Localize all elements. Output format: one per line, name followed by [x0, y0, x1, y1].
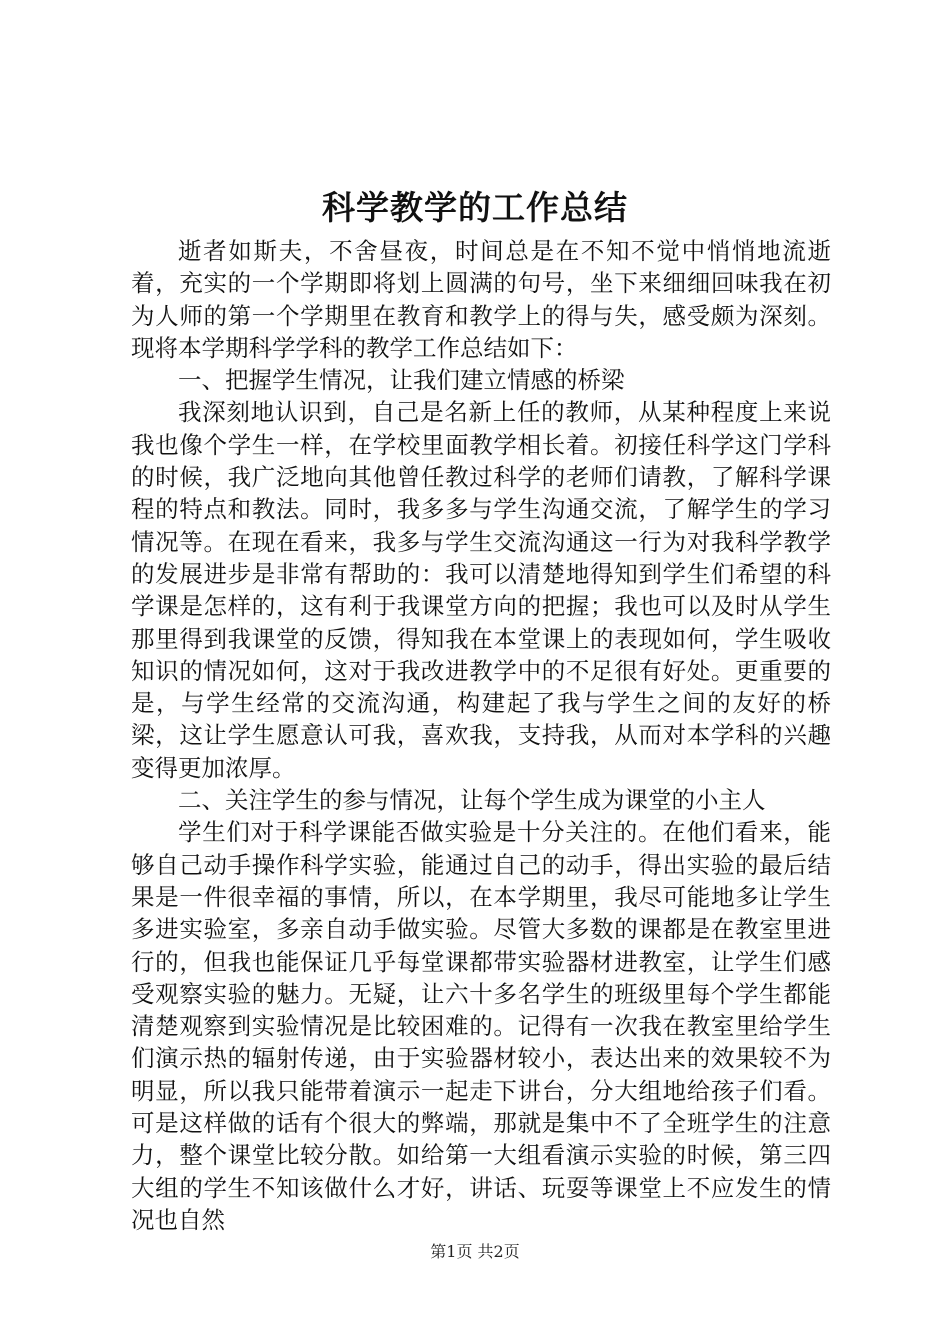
- page-number: 第1页 共2页: [430, 1242, 520, 1261]
- paragraph-section-1: 我深刻地认识到，自己是名新上任的教师，从某种程度上来说我也像个学生一样，在学校里面教学相长着。初接任科学这门学科的时候，我广泛地向其他曾任教过科学的老师们请教，了解科学课程的特点和教法。同时，我多多与学生沟通交流，了解学生的学习情况等。在现在看来，我多与学生交流沟通这一行为对我科学教学的发展进步是非常有帮助的：我可以清楚地得知到学生们希望的科学课是怎样的，这有利于我课堂方向的把握；我也可以及时从学生那里得到我课堂的反馈，得知我在本堂课上的表现如何，学生吸收知识的情况如何，这对于我改进教学中的不足很有好处。更重要的是，与学生经常的交流沟通，构建起了我与学生之间的友好的桥梁，这让学生愿意认可我，喜欢我，支持我，从而对本学科的兴趣变得更加浓厚。: [131, 398, 831, 782]
- document-body: [131, 235, 831, 1236]
- document-title: 科学教学的工作总结: [322, 188, 628, 227]
- paragraph-intro: 逝者如斯夫，不舍昼夜，时间总是在不知不觉中悄悄地流逝着，充实的一个学期即将划上圆满的句号，坐下来细细回味我在初为人师的第一个学期里在教育和教学上的得与失，感受颇为深刻。现将本学期科学学科的教学工作总结如下：: [131, 237, 831, 362]
- paragraph-section-2: 学生们对于科学课能否做实验是十分关注的。在他们看来，能够自己动手操作科学实验，能通过自己的动手，得出实验的最后结果是一件很幸福的事情，所以，在本学期里，我尽可能地多让学生多进实验室，多亲自动手做实验。尽管大多数的课都是在教室里进行的，但我也能保证几乎每堂课都带实验器材进教室，让学生们感受观察实验的魅力。无疑，让六十多名学生的班级里每个学生都能清楚观察到实验情况是比较困难的。记得有一次我在教室里给学生们演示热的辐射传递，由于实验器材较小，表达出来的效果较不为明显，所以我只能带着演示一起走下讲台，分大组地给孩子们看。可是这样做的话有个很大的弊端，那就是集中不了全班学生的注意力，整个课堂比较分散。如给第一大组看演示实验的时候，第三四大组的学生不知该做什么才好，讲话、玩耍等课堂上不应发生的情况也自然: [131, 818, 831, 1234]
- section-heading-2: 二、关注学生的参与情况，让每个学生成为课堂的小主人: [178, 786, 766, 815]
- section-heading-1: 一、把握学生情况，让我们建立情感的桥梁: [178, 366, 625, 395]
